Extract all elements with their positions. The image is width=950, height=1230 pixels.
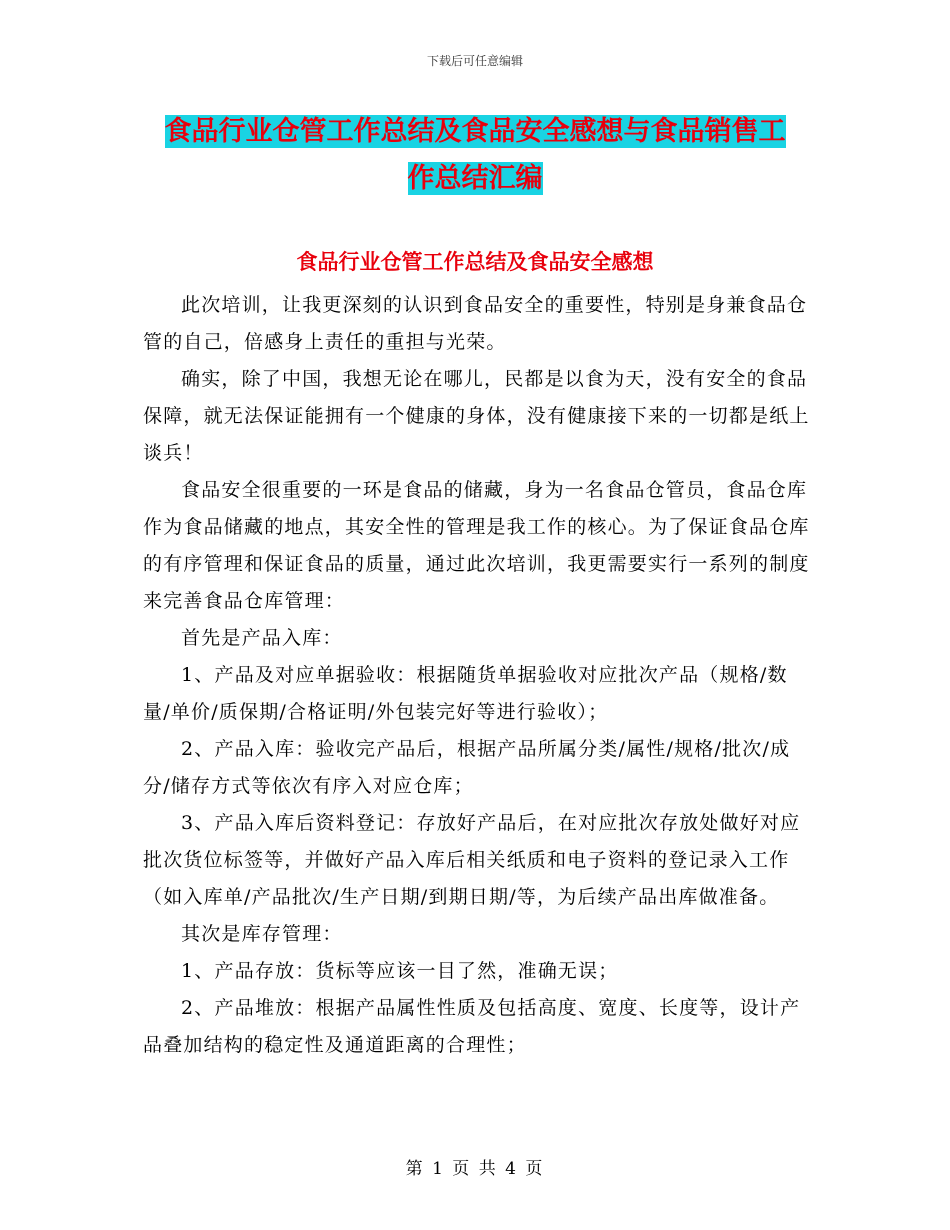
title-line-1: 食品行业仓管工作总结及食品安全感想与食品销售工 <box>164 116 786 147</box>
paragraph: 3、产品入库后资料登记：存放好产品后，在对应批次存放处做好对应批次货位标签等，并做好产品入库后相关纸质和电子资料的登记录入工作（如入库单/产品批次/生产日期/到期日期/等，为后续产品出库做准备。 <box>143 812 801 908</box>
title-line-2: 作总结汇编 <box>407 163 543 194</box>
paragraph: 确实，除了中国，我想无论在哪儿，民都是以食为天，没有安全的食品保障，就无法保证能拥有一个健康的身体，没有健康接下来的一切都是纸上谈兵！ <box>143 368 810 464</box>
section-title: 食品行业仓管工作总结及食品安全感想 <box>296 249 654 274</box>
paragraph: 其次是库存管理： <box>181 923 343 945</box>
paragraph: 2、产品堆放：根据产品属性性质及包括高度、宽度、长度等，设计产品叠加结构的稳定性及通道距离的合理性； <box>143 997 801 1056</box>
paragraph: 2、产品入库：验收完产品后，根据产品所属分类/属性/规格/批次/成分/储存方式等依次有序入对应仓库； <box>143 738 791 797</box>
page-number-footer: 第 1 页 共 4 页 <box>405 1159 545 1179</box>
header-note: 下载后可任意编辑 <box>426 54 523 68</box>
body-text <box>143 287 810 1064</box>
paragraph: 食品安全很重要的一环是食品的储藏，身为一名食品仓管员，食品仓库作为食品储藏的地点，其安全性的管理是我工作的核心。为了保证食品仓库的有序管理和保证食品的质量，通过此次培训，我更需要实行一系列的制度来完善食品仓库管理： <box>143 479 810 612</box>
paragraph: 1、产品存放：货标等应该一目了然，准确无误； <box>181 960 619 982</box>
paragraph: 首先是产品入库： <box>181 627 343 649</box>
paragraph: 此次培训，让我更深刻的认识到食品安全的重要性，特别是身兼食品仓管的自己，倍感身上责任的重担与光荣。 <box>143 294 808 353</box>
paragraph: 1、产品及对应单据验收：根据随货单据验收对应批次产品（规格/数量/单价/质保期/合格证明/外包装完好等进行验收）； <box>143 664 788 723</box>
document-title <box>140 108 810 202</box>
